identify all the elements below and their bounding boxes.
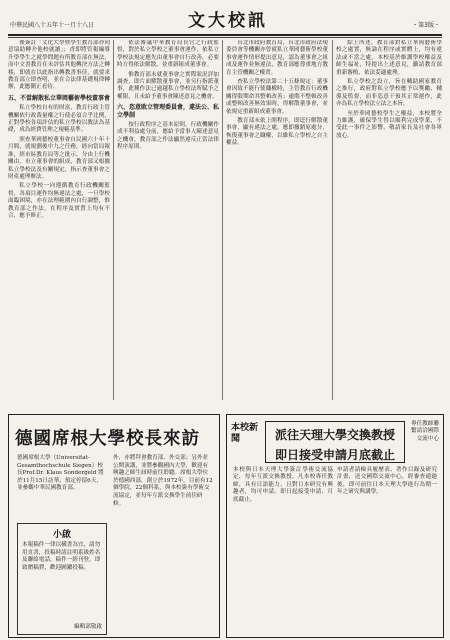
paragraph: 查私立學校法第二十五條規定：董事會因故不能行使職權時，主管教育行政機關得限期命其整頓改善；逾期不整頓改善或整頓改善無效果時，得解散董事會，並依規定重新組成董事會。	[226, 79, 328, 115]
paragraph: 私立學校一向遵循教育行政機關監督，各項目運作均無違法之處，一旦學校面臨困境，亦在法理範圍內自行調整，惟教育部之作法，在程序及實質上均有不合，應予修正。	[8, 183, 110, 219]
editor-notice-signature: 編輯部敬啟	[74, 624, 102, 630]
masthead	[8, 4, 442, 36]
article-column-1	[8, 40, 110, 400]
header-rule	[8, 37, 442, 38]
editor-notice-box	[17, 523, 107, 635]
article-column-3	[226, 40, 328, 400]
exchange-professor-announcement	[226, 414, 444, 638]
paragraph: 綜上所述，教育部對私立華岡藝術學校之處置，無論在程序或實體上，均有違法或不當之處，本校基於維護學校權益及師生福祉，特提出上述意見，籲請教育部重新審酌，依法妥適處理。	[336, 40, 442, 76]
paragraph: 私立學校自有的財富，教育行政主管機關依行政裁量權之行使必須合乎比例，正對學校各項評估的私立學校以教法為基礎，成為經費管理之規範基準。	[8, 105, 110, 134]
column-divider	[332, 40, 333, 400]
paragraph: 依法審議中華教育局長官之行政監督，對於私立學校之董事會運作，依私立學校法規定應先由董事會自行改善，必要時方得依法解散，並重新組成董事會。	[117, 40, 219, 69]
announcement-title-line1: 派往天理大學交換教授	[274, 428, 395, 442]
announcement-contact: 專任教師聯繫請洽國際交流中心	[411, 421, 439, 442]
editor-notice-body: 本報稿件一律以橫書為宜，請勿用直書，投稿時請註明系級姓名及聯絡電話，稿件一經刊登，即致贈稿費，歡迎踴躍投稿。	[22, 542, 101, 571]
announcement-body-continued: 申請者請檢具履歷表、著作目錄及研究計畫，送交國際交流中心，經審查通過後，即可前往日本天理大學進行為期一年之研究與講學。	[337, 467, 437, 496]
announcement-label: 本校新聞	[231, 423, 259, 444]
announcement-title-box	[265, 421, 405, 463]
paragraph: 至於華岡藝校學生之權益，本校將全力維護，確保學生得以順利完成學業，不受此一事件之影響，敬請家長及社會各界放心。	[336, 110, 442, 139]
article-column-2	[117, 40, 219, 400]
paragraph: 照查華岡藝校董事會自民國六十年十月間，就規劃後中九之任務，經向當局報准，經市區教育局等之批示，分由上行機關由，市立董事會的組成，教育部又根據私立學校法及有關規定，指示查董事會之財產處理辦法。	[8, 136, 110, 180]
siegen-visit-notice	[8, 414, 220, 638]
announcement-body: 本校與日本天理大學簽訂學術交流協定，每年互派交換教授。凡本校專任教師，具有日語能力，且對日本研究有興趣者，均可申請。即日起接受申請，月底截止。	[233, 467, 333, 503]
article-column-4	[336, 40, 442, 400]
paragraph: 後簽註「文化大學暨學生教育部亦同意協助轉介他校就讀」；香即將管報編導升學學生之就學問題有所教育部在無法，而中文書教育在未評估其他轉決方法之轉移，即就在以此指出轉教書事佳，就要求教育部立即查明，並在合法律基礎規律轉辦，此應側正看待。	[8, 40, 110, 91]
editor-notice-title: 小啟	[52, 530, 71, 540]
newspaper-title: 文大校訊	[188, 11, 268, 31]
page-number: ・第3版・	[412, 22, 440, 29]
paragraph: 惟教育部未就董事會之實際狀況詳加調查，即片面解散董事會，並另行指派董事，此種作法已逾越私立學校法所賦予之權限，且未給予董事會陳述意見之機會。	[117, 71, 219, 100]
paragraph: 按行政程序之基本原則，行政機關作成不利益處分前，應給予當事人陳述意見之機會，教育部之作法顯然違反正當法律程序原則。	[117, 122, 219, 151]
paragraph: 教育部未依上開程序，即逕行解散董事會，顯有違法之處，應即撤銷原處分，恢復董事會之職權，以維私立學校之自主權益。	[226, 118, 328, 147]
announcement-title-line2: 即日接受申請月底截止	[274, 448, 395, 462]
paragraph: 台北市政府教育局，台北市政府法規委員會等機關亦曾就私立華岡藝術學校董事會運作情形提出意見，認為董事會之組成及運作並無違法，教育部應尊重地方教育主管機關之權責。	[226, 40, 328, 76]
notice-headline: 德國席根大學校長來訪	[15, 429, 200, 449]
notice-body: 德國席根大學（Universitat-Gesamthochschule Siegen）校長Prof.Dr. Klaus Sondergeld 將於11月15日訪華，預定停留6天，並參觀中華民國教育部。	[17, 455, 104, 492]
paragraph: 私立學校之設立，旨在輔助國家教育之推行，政府對私立學校應予以獎勵、輔導及監督，而非恣意干預其正常運作，此亦為私立學校法立法之本旨。	[336, 79, 442, 108]
section-heading: 五、不當解散私立華岡藝術學校董事會	[8, 94, 110, 102]
column-divider	[222, 40, 223, 400]
notice-body-continued: 外，亦將拜會教育部、外交部；另外並公開演講，並將參觀國內大學，歡迎有興趣之師生屆時前往聆聽。席根大學位於德國西部，創立於1972年，目前有12個學院、22個科系，與本校簽有學術交流協定，並每年互派交換學生前往研修。	[113, 455, 213, 507]
column-divider	[113, 40, 114, 400]
section-heading: 六、恣意敗立管理委員會，違法公、私立學制	[117, 104, 219, 119]
issue-date: 中華民國八十五年十一月十八日	[10, 22, 95, 29]
